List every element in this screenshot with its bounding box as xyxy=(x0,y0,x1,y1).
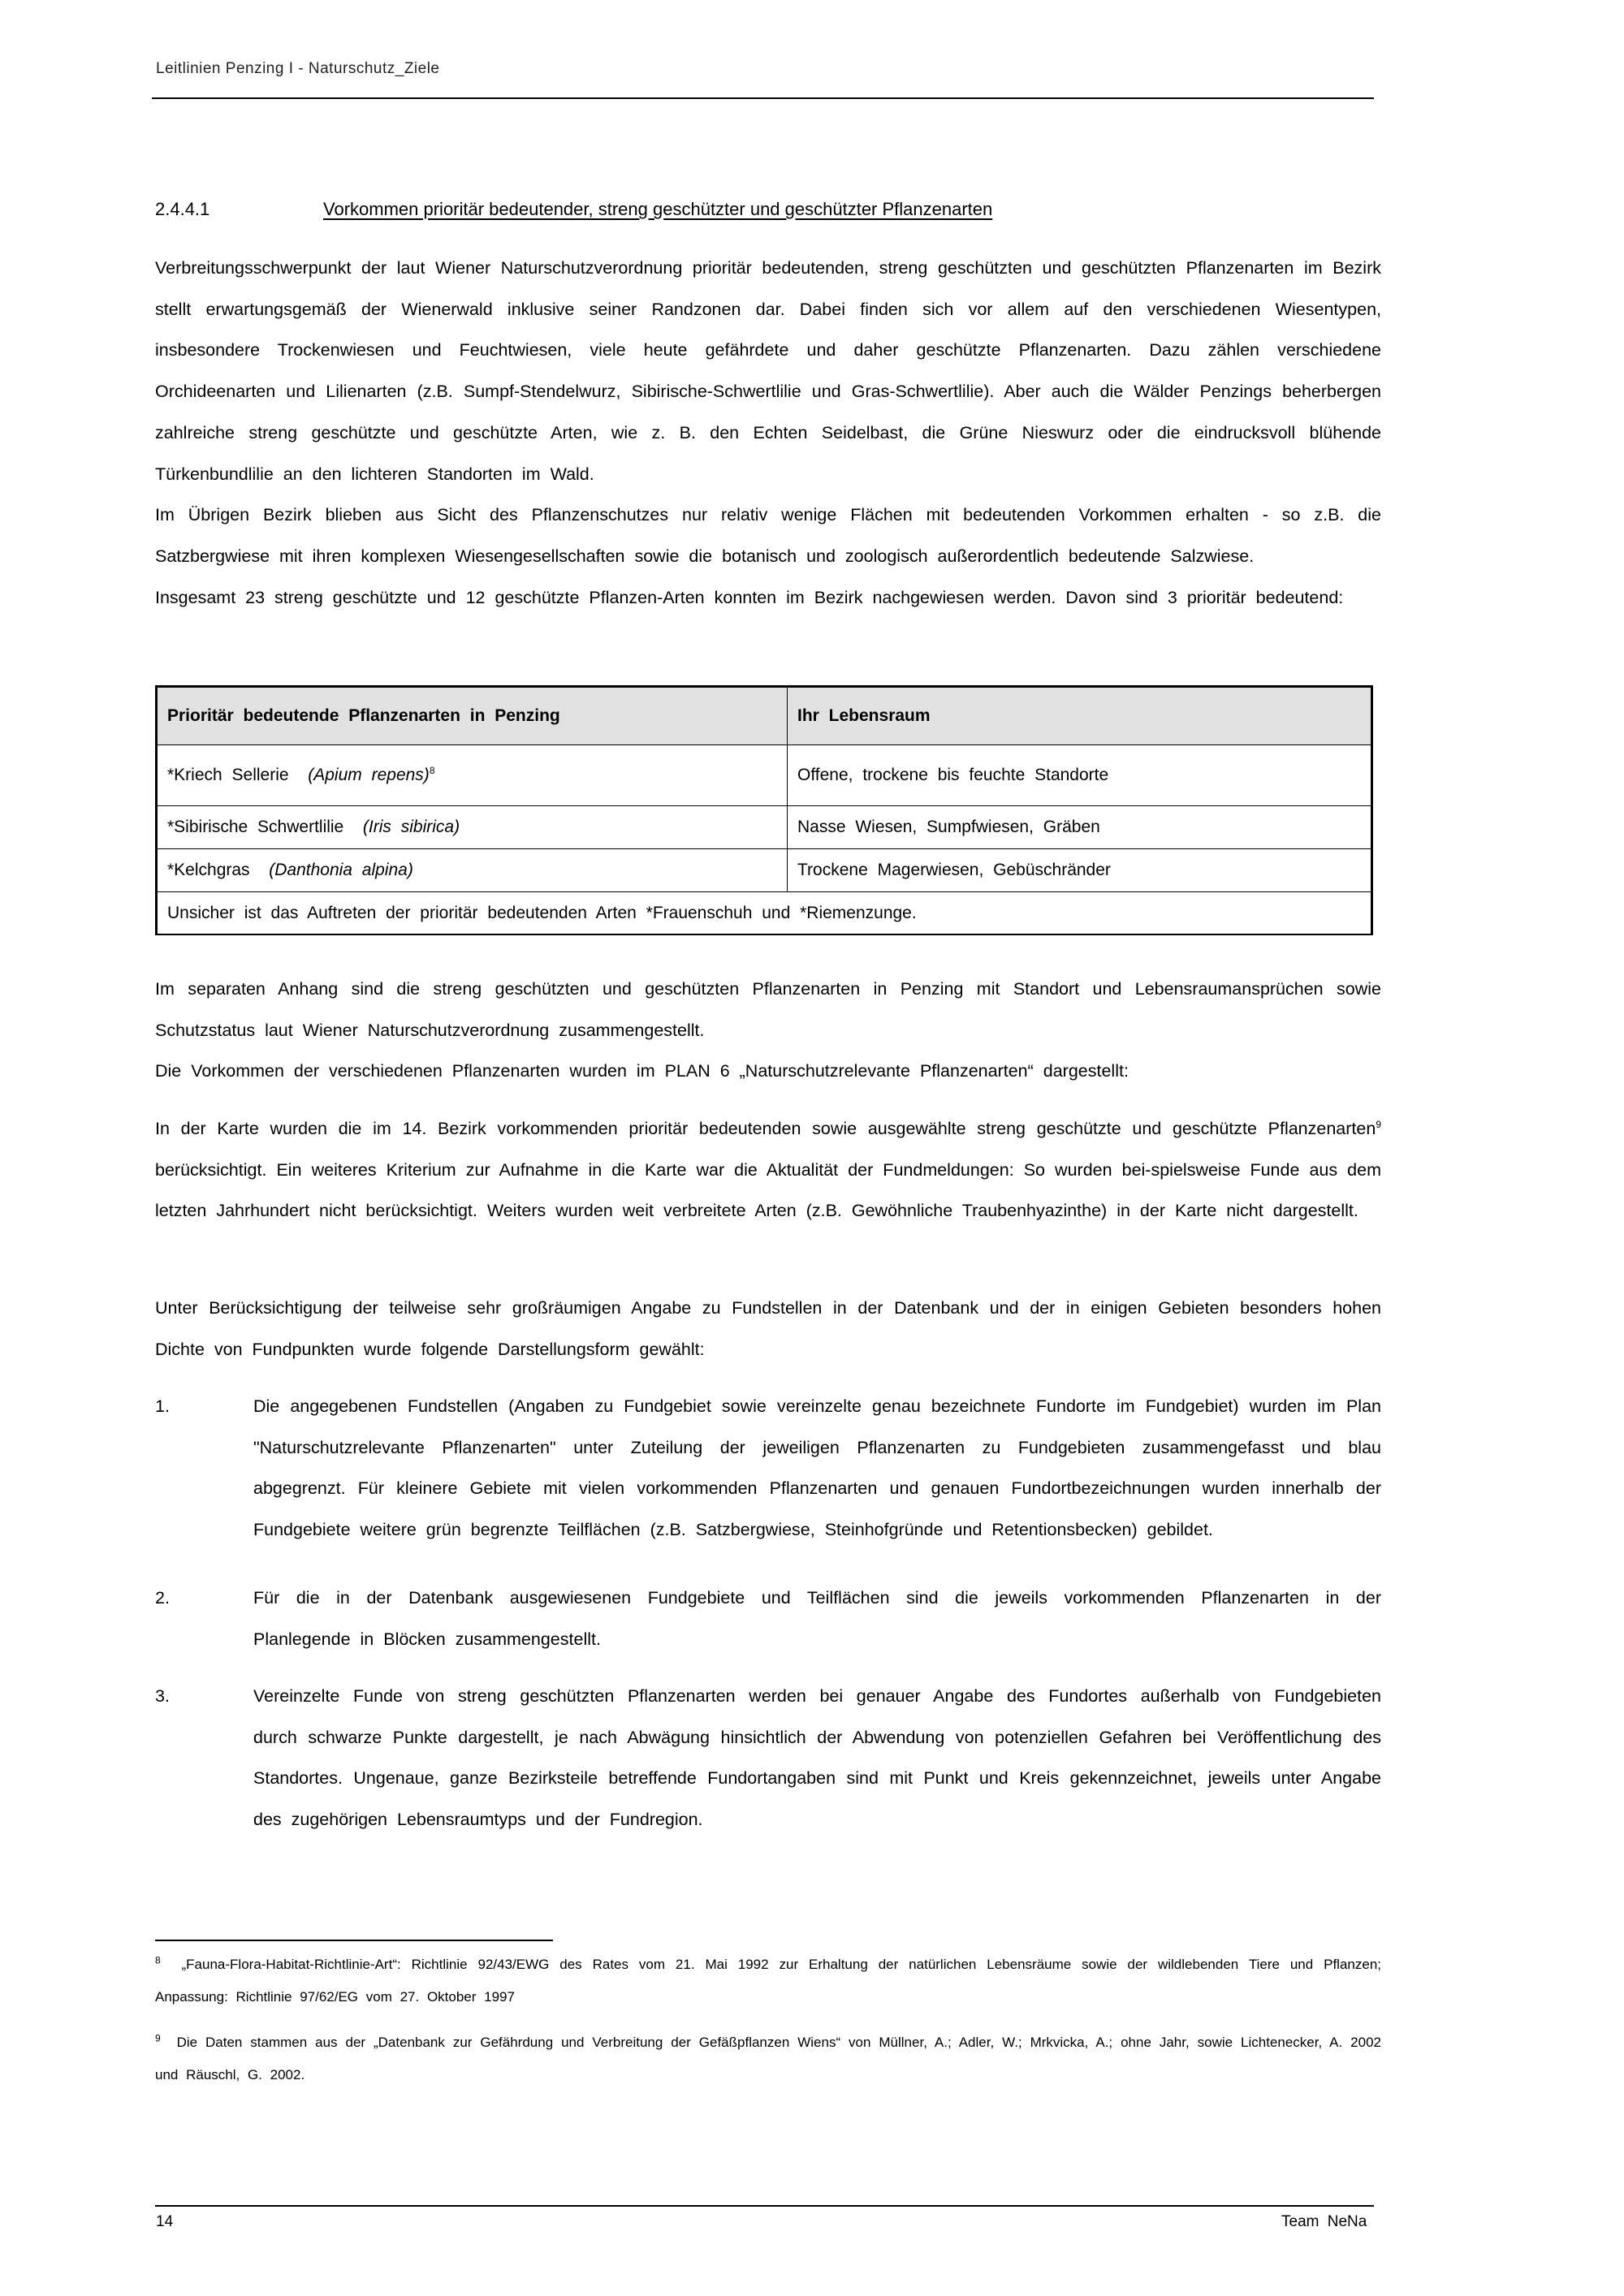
footnote-ref: 9 xyxy=(1376,1118,1381,1130)
species-name: *Kriech Sellerie xyxy=(167,766,289,784)
paragraph-remaining-district: Im Übrigen Bezirk blieben aus Sicht des Pflanzenschutzes nur relativ wenige Flächen mit bedeutenden Vorkommen erhalten - so z.B. die Satzbergwiese mit ihren komplexen Wiesengesellschaften sowie die botanisch und zoologisch außerordentlich bedeutende Salzwiese. xyxy=(155,505,1381,566)
table-note: Unsicher ist das Auftreten der prioritär bedeutenden Arten *Frauenschuh und *Riemenzunge. xyxy=(158,892,1371,935)
section-title: Vorkommen prioritär bedeutender, streng geschützter und geschützter Pflanzenarten xyxy=(323,199,993,219)
species-cell xyxy=(158,745,788,806)
list-number: 3. xyxy=(155,1686,170,1706)
paragraph-map-content xyxy=(155,1108,1381,1232)
footnote-ref: 8 xyxy=(429,765,435,776)
species-name: *Sibirische Schwertlilie xyxy=(167,818,344,836)
paragraph-totals: Insgesamt 23 streng geschützte und 12 geschützte Pflanzen-Arten konnten im Bezirk nachgewiesen werden. Davon sind 3 prioritär bedeutend: xyxy=(155,587,1344,607)
list-text: Vereinzelte Funde von streng geschützten Pflanzenarten werden bei genauer Angabe des Fundortes außerhalb von Fundgebieten durch schwarze Punkte dargestellt, je nach Abwägung hinsichtlich der Abwendung von potenziellen Gefahren bei Veröffentlichung des Standortes. Ungenaue, ganze Bezirksteile betreffende Fundortangaben sind mit Punkt und Kreis gekennzeichnet, jeweils unter Angabe des zugehörigen Lebensraumtyps und der Fundregion. xyxy=(253,1686,1381,1830)
footnote-text: „Fauna-Flora-Habitat-Richtlinie-Art“: Richtlinie 92/43/EWG des Rates vom 21. Mai 1992 zur Erhaltung der natürlichen Lebensräume sowie der wildlebenden Tiere und Pflanzen; Anpassung: Richtlinie 97/62/EG vom 27. Oktober 1997 xyxy=(155,1957,1381,2005)
habitat-cell: Nasse Wiesen, Sumpfwiesen, Gräben xyxy=(788,806,1371,849)
species-cell xyxy=(158,849,788,892)
table-row xyxy=(158,849,1371,892)
list-number: 2. xyxy=(155,1588,170,1608)
footer-team: Team NeNa xyxy=(1281,2213,1367,2230)
habitat-cell: Trockene Magerwiesen, Gebüschränder xyxy=(788,849,1371,892)
paragraph-plan-reference: Die Vorkommen der verschiedenen Pflanzenarten wurden im PLAN 6 „Naturschutzrelevante Pflanzenarten“ dargestellt: xyxy=(155,1061,1129,1081)
footer-divider xyxy=(155,2205,1374,2207)
footnote xyxy=(155,2026,1381,2091)
table-row xyxy=(158,806,1371,849)
list-text: Die angegebenen Fundstellen (Angaben zu Fundgebiet sowie vereinzelte genau bezeichnete Fundorte im Fundgebiet) wurden im Plan "Naturschutzrelevante Pflanzenarten" unter Zuteilung der jeweiligen Pflanzenarten zu Fundgebieten zusammengefasst und blau abgegrenzt. Für kleinere Gebiete mit vielen vorkommenden Pflanzenarten und genauen Fundortbezeichnungen wurden innerhalb der Fundgebiete weitere grün begrenzte Teilflächen (z.B. Satzbergwiese, Steinhofgründe und Retentionsbecken) gebildet. xyxy=(253,1396,1381,1540)
table-row xyxy=(158,745,1371,806)
intro-text xyxy=(155,248,1381,618)
footnote xyxy=(155,1949,1381,2013)
table-note-row xyxy=(158,892,1371,935)
paragraph-distribution: Verbreitungsschwerpunkt der laut Wiener Naturschutzverordnung prioritär bedeutenden, streng geschützten und geschützten Pflanzenarten im Bezirk stellt erwartungsgemäß der Wienerwald inklusive seiner Randzonen dar. Dabei finden sich vor allem auf den verschiedenen Wiesentypen, insbesondere Trockenwiesen und Feuchtwiesen, viele heute gefährdete und daher geschützte Pflanzenarten. Dazu zählen verschiedene Orchideenarten und Lilienarten (z.B. Sumpf-Stendelwurz, Sibirische-Schwertlilie und Gras-Schwertlilie). Aber auch die Wälder Penzings beherbergen zahlreiche streng geschützte und geschützte Arten, wie z. B. den Echten Seidelbast, die Grüne Nieswurz oder die eindrucksvoll blühende Türkenbundlilie an den lichteren Standorten im Wald. xyxy=(155,258,1381,484)
map-content-text-b: berücksichtigt. Ein weiteres Kriterium zur Aufnahme in die Karte war die Aktualität der Fundmeldungen: So wurden bei-spielsweise Funde aus dem letzten Jahrhundert nicht berücksichtigt. Weiters wurden weit verbreitete Arten (z.B. Gewöhnliche Traubenhyazinthe) in der Karte nicht dargestellt. xyxy=(155,1159,1381,1221)
footnote-text: Die Daten stammen aus der „Datenbank zur Gefährdung und Verbreitung der Gefäßpflanzen Wiens“ von Müllner, A.; Adler, W.; Mrkvicka, A.; ohne Jahr, sowie Lichtenecker, A. 2002 und Räuschl, G. 2002. xyxy=(155,2035,1381,2082)
list-text: Für die in der Datenbank ausgewiesenen Fundgebiete und Teilflächen sind die jeweils vorkommenden Pflanzenarten in der Planlegende in Blöcken zusammengestellt. xyxy=(253,1588,1381,1649)
species-latin: (Apium repens) xyxy=(308,766,430,784)
table-header-habitat: Ihr Lebensraum xyxy=(788,688,1371,745)
map-content-text-a: In der Karte wurden die im 14. Bezirk vorkommenden prioritär bedeutenden sowie ausgewählte streng geschützte und geschützte Pflanzenarten xyxy=(155,1119,1376,1138)
species-name: *Kelchgras xyxy=(167,861,250,879)
habitat-cell: Offene, trockene bis feuchte Standorte xyxy=(788,745,1371,806)
species-latin: (Iris sibirica) xyxy=(362,818,460,836)
table-header-row xyxy=(158,688,1371,745)
species-cell xyxy=(158,806,788,849)
species-latin: (Danthonia alpina) xyxy=(269,861,413,879)
page-number: 14 xyxy=(156,2213,174,2230)
running-header: Leitlinien Penzing I - Naturschutz_Ziele xyxy=(156,60,440,77)
footnote-mark: 8 xyxy=(155,1954,161,1966)
paragraph-display-form: Unter Berücksichtigung der teilweise sehr großräumigen Angabe zu Fundstellen in der Datenbank und der in einigen Gebieten besonders hohen Dichte von Fundpunkten wurde folgende Darstellungsform gewählt: xyxy=(155,1298,1381,1359)
footnote-mark: 9 xyxy=(155,2032,161,2044)
table-header-species: Prioritär bedeutende Pflanzenarten in Penzing xyxy=(158,688,788,745)
header-divider xyxy=(152,97,1374,99)
list-number: 1. xyxy=(155,1396,170,1416)
section-number: 2.4.4.1 xyxy=(155,199,210,219)
priority-species-table xyxy=(155,685,1373,935)
footnote-divider xyxy=(155,1940,553,1941)
paragraph-appendix: Im separaten Anhang sind die streng geschützten und geschützten Pflanzenarten in Penzing mit Standort und Lebensraumansprüchen sowie Schutzstatus laut Wiener Naturschutzverordnung zusammengestellt. xyxy=(155,979,1381,1040)
